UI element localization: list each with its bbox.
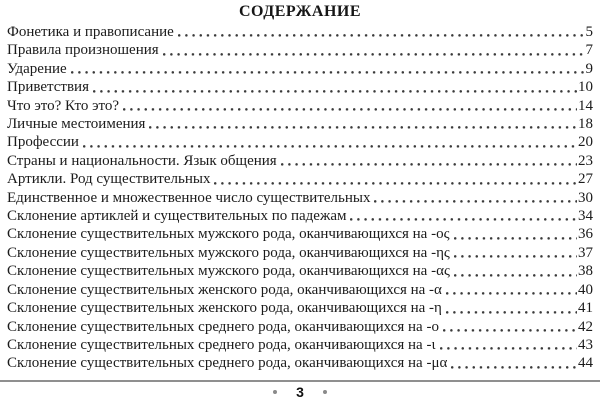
- toc-entry: [7, 41, 593, 59]
- toc-entry-title: Склонение существительных среднего рода, оканчивающихся на -μα: [7, 355, 448, 372]
- toc-entry-title: Единственное и множественное число существительных: [7, 189, 371, 206]
- dot-leader: [440, 346, 578, 351]
- toc-entry-page: 5: [585, 24, 593, 40]
- toc-entry: [7, 225, 593, 243]
- toc-entry: [7, 244, 593, 262]
- footer-dot-right-icon: [323, 390, 327, 394]
- toc-entry-title: Правила произношения: [7, 42, 159, 59]
- toc-entry-title: Склонение существительных мужского рода, оканчивающихся на -ης: [7, 244, 450, 261]
- dot-leader: [281, 162, 577, 167]
- dot-leader: [454, 273, 577, 278]
- toc-entry: [7, 60, 593, 78]
- toc-entry-page: 10: [578, 79, 593, 96]
- toc-entry-page: 9: [585, 60, 593, 77]
- toc-entry-page: 20: [578, 134, 593, 151]
- toc-entry-page: 40: [578, 281, 593, 298]
- toc-entry-page: 18: [578, 116, 593, 133]
- toc-entry-title: Склонение существительных среднего рода, оканчивающихся на -ο: [7, 318, 439, 335]
- toc-entry: [7, 170, 593, 188]
- toc-entry-page: 41: [578, 300, 593, 317]
- dot-leader: [149, 125, 577, 130]
- toc-entry-page: 7: [585, 42, 593, 59]
- toc-entry-page: 44: [578, 355, 593, 372]
- dot-leader: [451, 365, 577, 370]
- toc-entry-page: 23: [578, 152, 593, 169]
- toc-entry: [7, 336, 593, 354]
- dot-leader: [83, 144, 577, 149]
- footer-dot-left-icon: [273, 390, 277, 394]
- toc-entry-title: Артикли. Род существительных: [7, 171, 211, 188]
- toc-entry-title: Фонетика и правописание: [7, 24, 174, 40]
- dot-leader: [123, 107, 577, 112]
- toc-entry-page: 27: [578, 171, 593, 188]
- toc-entry: [7, 318, 593, 336]
- dot-leader: [163, 52, 585, 57]
- toc-entry-title: Склонение существительных мужского рода, оканчивающихся на -ος: [7, 226, 450, 243]
- toc-entry: [7, 262, 593, 280]
- toc-entry-title: Профессии: [7, 134, 79, 151]
- dot-leader: [454, 236, 577, 241]
- toc-entry-page: 37: [578, 244, 593, 261]
- dot-leader: [446, 310, 577, 315]
- toc-entry-page: 30: [578, 189, 593, 206]
- toc-entry-title: Склонение существительных среднего рода, оканчивающихся на -ι: [7, 336, 436, 353]
- toc-entry: [7, 115, 593, 133]
- toc-entry-page: 42: [578, 318, 593, 335]
- toc-entry-page: 14: [578, 97, 593, 114]
- toc-entry: [7, 78, 593, 96]
- page-title: СОДЕРЖАНИЕ: [238, 3, 362, 20]
- dot-leader: [93, 89, 577, 94]
- dot-leader: [71, 70, 585, 75]
- toc-entry-title: Склонение существительных женского рода, оканчивающихся на -α: [7, 281, 442, 298]
- toc-entry-title: Склонение существительных мужского рода, оканчивающихся на -ας: [7, 263, 450, 280]
- toc-entry-page: 36: [578, 226, 593, 243]
- toc-entry: [7, 189, 593, 207]
- toc-entry-page: 43: [578, 336, 593, 353]
- toc-entry-title: Страны и национальности. Язык общения: [7, 152, 277, 169]
- toc-entry-title: Склонение артиклей и существительных по падежам: [7, 208, 347, 225]
- toc-entry: [7, 23, 593, 41]
- toc-entry: [7, 97, 593, 115]
- toc-entry-title: Ударение: [7, 60, 67, 77]
- toc-entry: [7, 281, 593, 299]
- toc-entry-page: 38: [578, 263, 593, 280]
- dot-leader: [443, 328, 577, 333]
- toc-list: [7, 23, 593, 373]
- toc-entry: [7, 207, 593, 225]
- dot-leader: [214, 181, 577, 186]
- toc-entry-title: Личные местоимения: [7, 116, 146, 133]
- toc-entry-title: Что это? Кто это?: [7, 97, 120, 114]
- toc-entry-title: Приветствия: [7, 79, 89, 96]
- toc-entry: [7, 354, 593, 372]
- footer-page-number: 3: [296, 383, 304, 400]
- dot-leader: [350, 217, 577, 222]
- dot-leader: [446, 291, 577, 296]
- dot-leader: [374, 199, 577, 204]
- toc-entry: [7, 299, 593, 317]
- toc-entry: [7, 152, 593, 170]
- toc-entry-title: Склонение существительных женского рода, оканчивающихся на -η: [7, 300, 442, 317]
- dot-leader: [454, 254, 577, 259]
- toc-entry-page: 34: [578, 208, 593, 225]
- dot-leader: [178, 33, 585, 38]
- toc-entry: [7, 133, 593, 151]
- page-footer: [0, 382, 600, 401]
